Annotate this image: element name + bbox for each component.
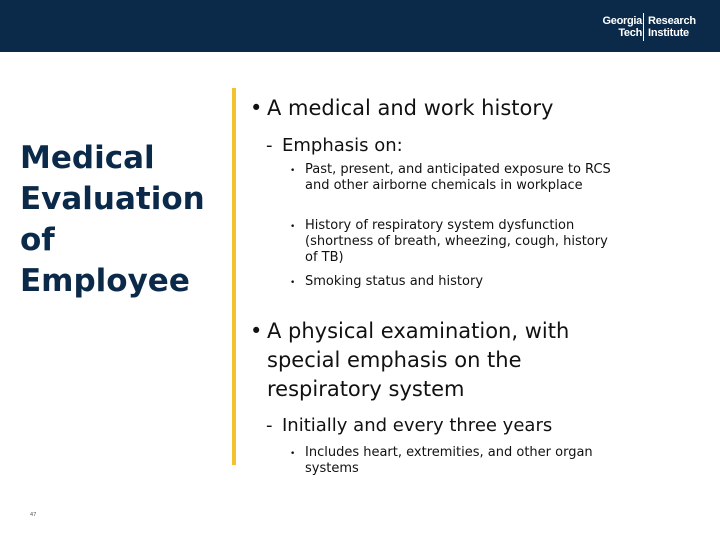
title-line: Medical: [20, 140, 155, 176]
title-line: Employee: [20, 263, 190, 299]
bullet-text: A physical examination, with special emphasis on the respiratory system: [267, 319, 570, 401]
sub-bullet-text: Initially and every three years: [282, 415, 553, 436]
bullet-marker: •: [290, 449, 296, 459]
bullet-text: A medical and work history: [267, 96, 554, 120]
sub-bullet-frequency: [266, 415, 646, 437]
list-item-respiratory-history: [290, 218, 620, 266]
dash-marker: -: [266, 135, 273, 156]
slide-title: [20, 138, 220, 302]
list-item-text: History of respiratory system dysfunction (shortness of breath, wheezing, cough, history of TB): [305, 218, 608, 265]
sub-bullet-text: Emphasis on:: [282, 135, 403, 156]
logo-research: Research: [648, 15, 696, 27]
logo-georgia: Georgia: [602, 15, 642, 27]
list-item-text: Smoking status and history: [305, 274, 484, 289]
logo-divider: [643, 13, 644, 41]
bullet-marker: •: [250, 319, 263, 343]
list-item-organ-systems: [290, 445, 630, 477]
title-line: Evaluation: [20, 181, 205, 217]
bullet-medical-history: [250, 94, 620, 123]
georgia-tech-research-institute-logo: [592, 15, 704, 41]
title-line: of: [20, 222, 55, 258]
bullet-marker: •: [250, 96, 263, 120]
logo-tech: Tech: [618, 27, 642, 39]
list-item-text: Past, present, and anticipated exposure to RCS and other airborne chemicals in workplace: [305, 162, 611, 193]
dash-marker: -: [266, 415, 273, 436]
slide-number: 47: [30, 512, 37, 518]
header-bar: [0, 0, 720, 52]
list-item-smoking: [290, 274, 620, 290]
bullet-marker: •: [290, 166, 296, 176]
bullet-marker: •: [290, 278, 296, 288]
sub-bullet-emphasis: [266, 135, 566, 157]
list-item-exposure: [290, 162, 620, 194]
bullet-physical-exam: [250, 317, 630, 404]
accent-bar: [232, 88, 236, 465]
logo-institute: Institute: [648, 27, 689, 39]
bullet-marker: •: [290, 222, 296, 232]
list-item-text: Includes heart, extremities, and other organ systems: [305, 445, 593, 476]
